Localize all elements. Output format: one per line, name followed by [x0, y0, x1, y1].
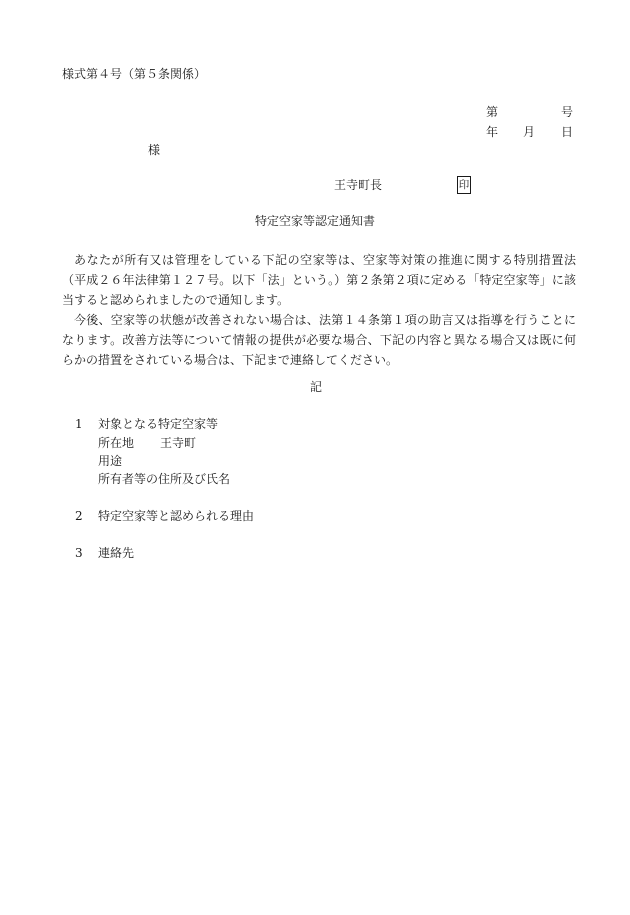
body-text — [62, 250, 576, 370]
item-label: 連絡先 — [98, 546, 135, 560]
form-label: 様式第４号（第５条関係） — [62, 67, 207, 81]
item-label: 対象となる特定空家等 — [98, 417, 219, 431]
body-paragraph-1: あなたが所有又は管理をしている下記の空家等は、空家等対策の推進に関する特別措置法（平成２６年法律第１２７号。以下「法」という。）第２条第２項に定める「特定空家等」に該当すると認められましたので通知します。 — [62, 253, 576, 307]
date-day: 日 — [561, 125, 574, 139]
date-year: 年 — [486, 125, 499, 139]
body-paragraph-2: 今後、空家等の状態が改善されない場合は、法第１４条第１項の助言又は指導を行うことになります。改善方法等について情報の提供が必要な場合、下記の内容と異なる場合又は既に何らかの措置をされている場合は、下記まで連絡してください。 — [62, 313, 576, 367]
item-label: 特定空家等と認められる理由 — [98, 509, 255, 523]
doc-number-prefix: 第 — [486, 105, 499, 119]
date-month: 月 — [523, 125, 536, 139]
issuer-name: 王寺町長 — [334, 178, 383, 192]
item-number: 1 — [75, 417, 83, 431]
doc-number-suffix: 号 — [561, 105, 574, 119]
recipient-suffix: 様 — [148, 143, 161, 157]
item-number: 2 — [75, 509, 83, 523]
subitem-value: 王寺町 — [160, 436, 197, 450]
item-number: 3 — [75, 546, 83, 560]
subitem-label: 所在地 — [98, 436, 135, 450]
seal-mark: 印 — [457, 176, 471, 194]
document-title: 特定空家等認定通知書 — [255, 214, 376, 228]
subitem-label: 用途 — [98, 454, 123, 468]
ki-heading: 記 — [310, 380, 323, 394]
subitem-label: 所有者等の住所及び氏名 — [98, 472, 231, 486]
